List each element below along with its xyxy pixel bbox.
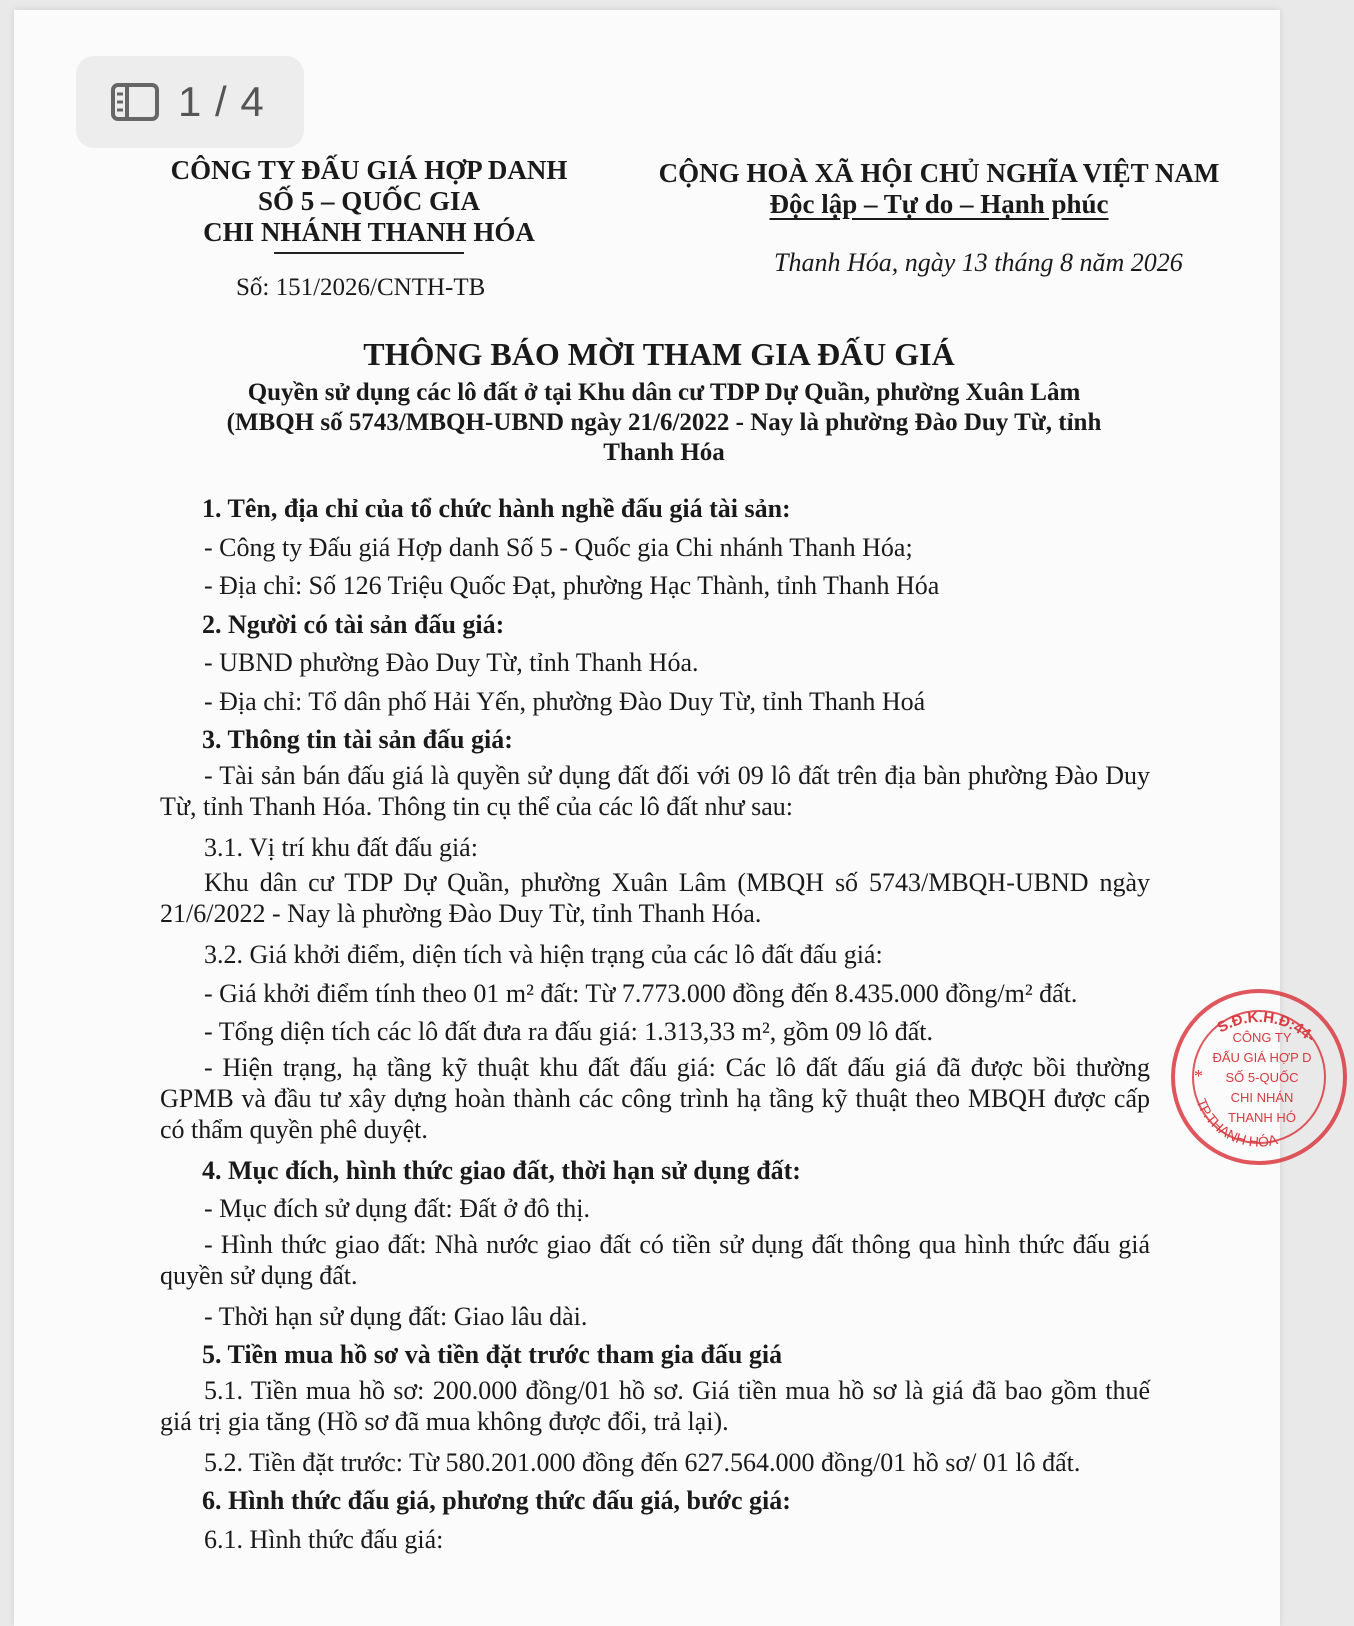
document-number: Số: 151/2026/CNTH-TB [236,274,486,301]
stamp-line: CÔNG TY [1232,1030,1292,1045]
body-line: - Giá khởi điểm tính theo 01 m² đất: Từ 7.773.000 đồng đến 8.435.000 đồng/m² đất. [204,978,1078,1008]
header-rule [274,252,464,254]
body-paragraph: - Hình thức giao đất: Nhà nước giao đất có tiền sử dụng đất thông qua hình thức đấu giá quyền sử dụng đất. [160,1229,1150,1290]
stamp-bottom-text: TP.THANH HÓA [1193,1096,1280,1150]
stamp-top-text: S.Đ.K.H.Đ:44- [1214,1008,1319,1046]
body-line: - Địa chỉ: Tổ dân phố Hải Yến, phường Đào Duy Từ, tỉnh Thanh Hoá [204,686,926,716]
body-paragraph: - Hiện trạng, hạ tầng kỹ thuật khu đất đấu giá: Các lô đất đấu giá đã được bồi thường GPMB và đầu tư xây dựng hoàn thành các công trình hạ tầng kỹ thuật theo MBQH được cấp có thẩm quyền phê duyệt. [160,1052,1150,1144]
body-paragraph: - Tài sản bán đấu giá là quyền sử dụng đất đối với 09 lô đất trên địa bàn phường Đào Duy Từ, tỉnh Thanh Hóa. Thông tin cụ thể của các lô đất như sau: [160,760,1150,821]
svg-text:*: * [1194,1066,1203,1086]
stamp-line: CHI NHÁN [1230,1090,1294,1105]
body-line: - Công ty Đấu giá Hợp danh Số 5 - Quốc gia Chi nhánh Thanh Hóa; [204,532,913,562]
body-line: - Tổng diện tích các lô đất đưa ra đấu giá: 1.313,33 m², gồm 09 lô đất. [204,1017,934,1046]
document-date: Thanh Hóa, ngày 13 tháng 8 năm 2026 [774,248,1183,277]
org-line: CHI NHÁNH THANH HÓA [203,217,535,247]
section-heading: 6. Hình thức đấu giá, phương thức đấu giá, bước giá: [202,1486,791,1515]
page-indicator-label: 1 / 4 [178,78,265,125]
national-motto: Độc lập – Tự do – Hạnh phúc [769,189,1109,219]
section-heading: 3. Thông tin tài sản đấu giá: [202,725,513,754]
org-line: CÔNG TY ĐẤU GIÁ HỢP DANH [170,155,568,185]
body-line: - Thời hạn sử dụng đất: Giao lâu dài. [204,1301,588,1331]
section-heading: 1. Tên, địa chỉ của tổ chức hành nghề đấu giá tài sản: [202,494,791,523]
section-heading: 4. Mục đích, hình thức giao đất, thời hạn sử dụng đất: [202,1155,801,1185]
body-line: - Địa chỉ: Số 126 Triệu Quốc Đạt, phường Hạc Thành, tỉnh Thanh Hóa [204,571,940,600]
country-name: CỘNG HOÀ XÃ HỘI CHỦ NGHĨA VIỆT NAM [658,158,1220,188]
document-title: THÔNG BÁO MỜI THAM GIA ĐẤU GIÁ [363,336,955,372]
subtitle-line: (MBQH số 5743/MBQH-UBND ngày 21/6/2022 - Nay là phường Đào Duy Từ, tỉnh [226,409,1102,436]
red-seal-stamp [1164,982,1354,1172]
document-subtitle [174,378,1154,468]
org-line: SỐ 5 – QUỐC GIA [257,186,481,216]
national-header [654,158,1224,220]
document-page [14,10,1319,1626]
body-line: 3.1. Vị trí khu đất đấu giá: [204,832,478,862]
body-line: 6.1. Hình thức đấu giá: [204,1524,444,1554]
body-line: - Mục đích sử dụng đất: Đất ở đô thị. [204,1194,591,1223]
body-paragraph: 5.1. Tiền mua hồ sơ: 200.000 đồng/01 hồ sơ. Giá tiền mua hồ sơ là giá đã bao gồm thuế giá trị gia tăng (Hồ sơ đã mua không được đổi, trả lại). [160,1375,1150,1436]
stamp-line: SỐ 5-QUỐC [1225,1070,1299,1085]
section-heading: 5. Tiền mua hồ sơ và tiền đặt trước tham gia đấu giá [202,1340,783,1369]
body-line: - UBND phường Đào Duy Từ, tỉnh Thanh Hóa. [204,648,699,677]
body-paragraph: Khu dân cư TDP Dự Quần, phường Xuân Lâm (MBQH số 5743/MBQH-UBND ngày 21/6/2022 - Nay là phường Đào Duy Từ, tỉnh Thanh Hóa. [160,868,1150,928]
document-body [160,490,1150,1559]
subtitle-line: Thanh Hóa [603,439,725,466]
page-list-icon [110,82,160,122]
organization-header [134,155,604,254]
stamp-line: ĐẤU GIÁ HỢP D [1212,1050,1312,1065]
subtitle-line: Quyền sử dụng các lô đất ở tại Khu dân cư TDP Dự Quần, phường Xuân Lâm [247,379,1081,406]
section-heading: 2. Người có tài sản đấu giá: [202,609,505,639]
stamp-line: THANH HÓ [1228,1110,1296,1125]
body-line: 5.2. Tiền đặt trước: Từ 580.201.000 đồng đến 627.564.000 đồng/01 hồ sơ/ 01 lô đất. [204,1447,1081,1477]
body-line: 3.2. Giá khởi điểm, diện tích và hiện trạng của các lô đất đấu giá: [204,940,883,969]
page-indicator[interactable] [76,56,304,148]
